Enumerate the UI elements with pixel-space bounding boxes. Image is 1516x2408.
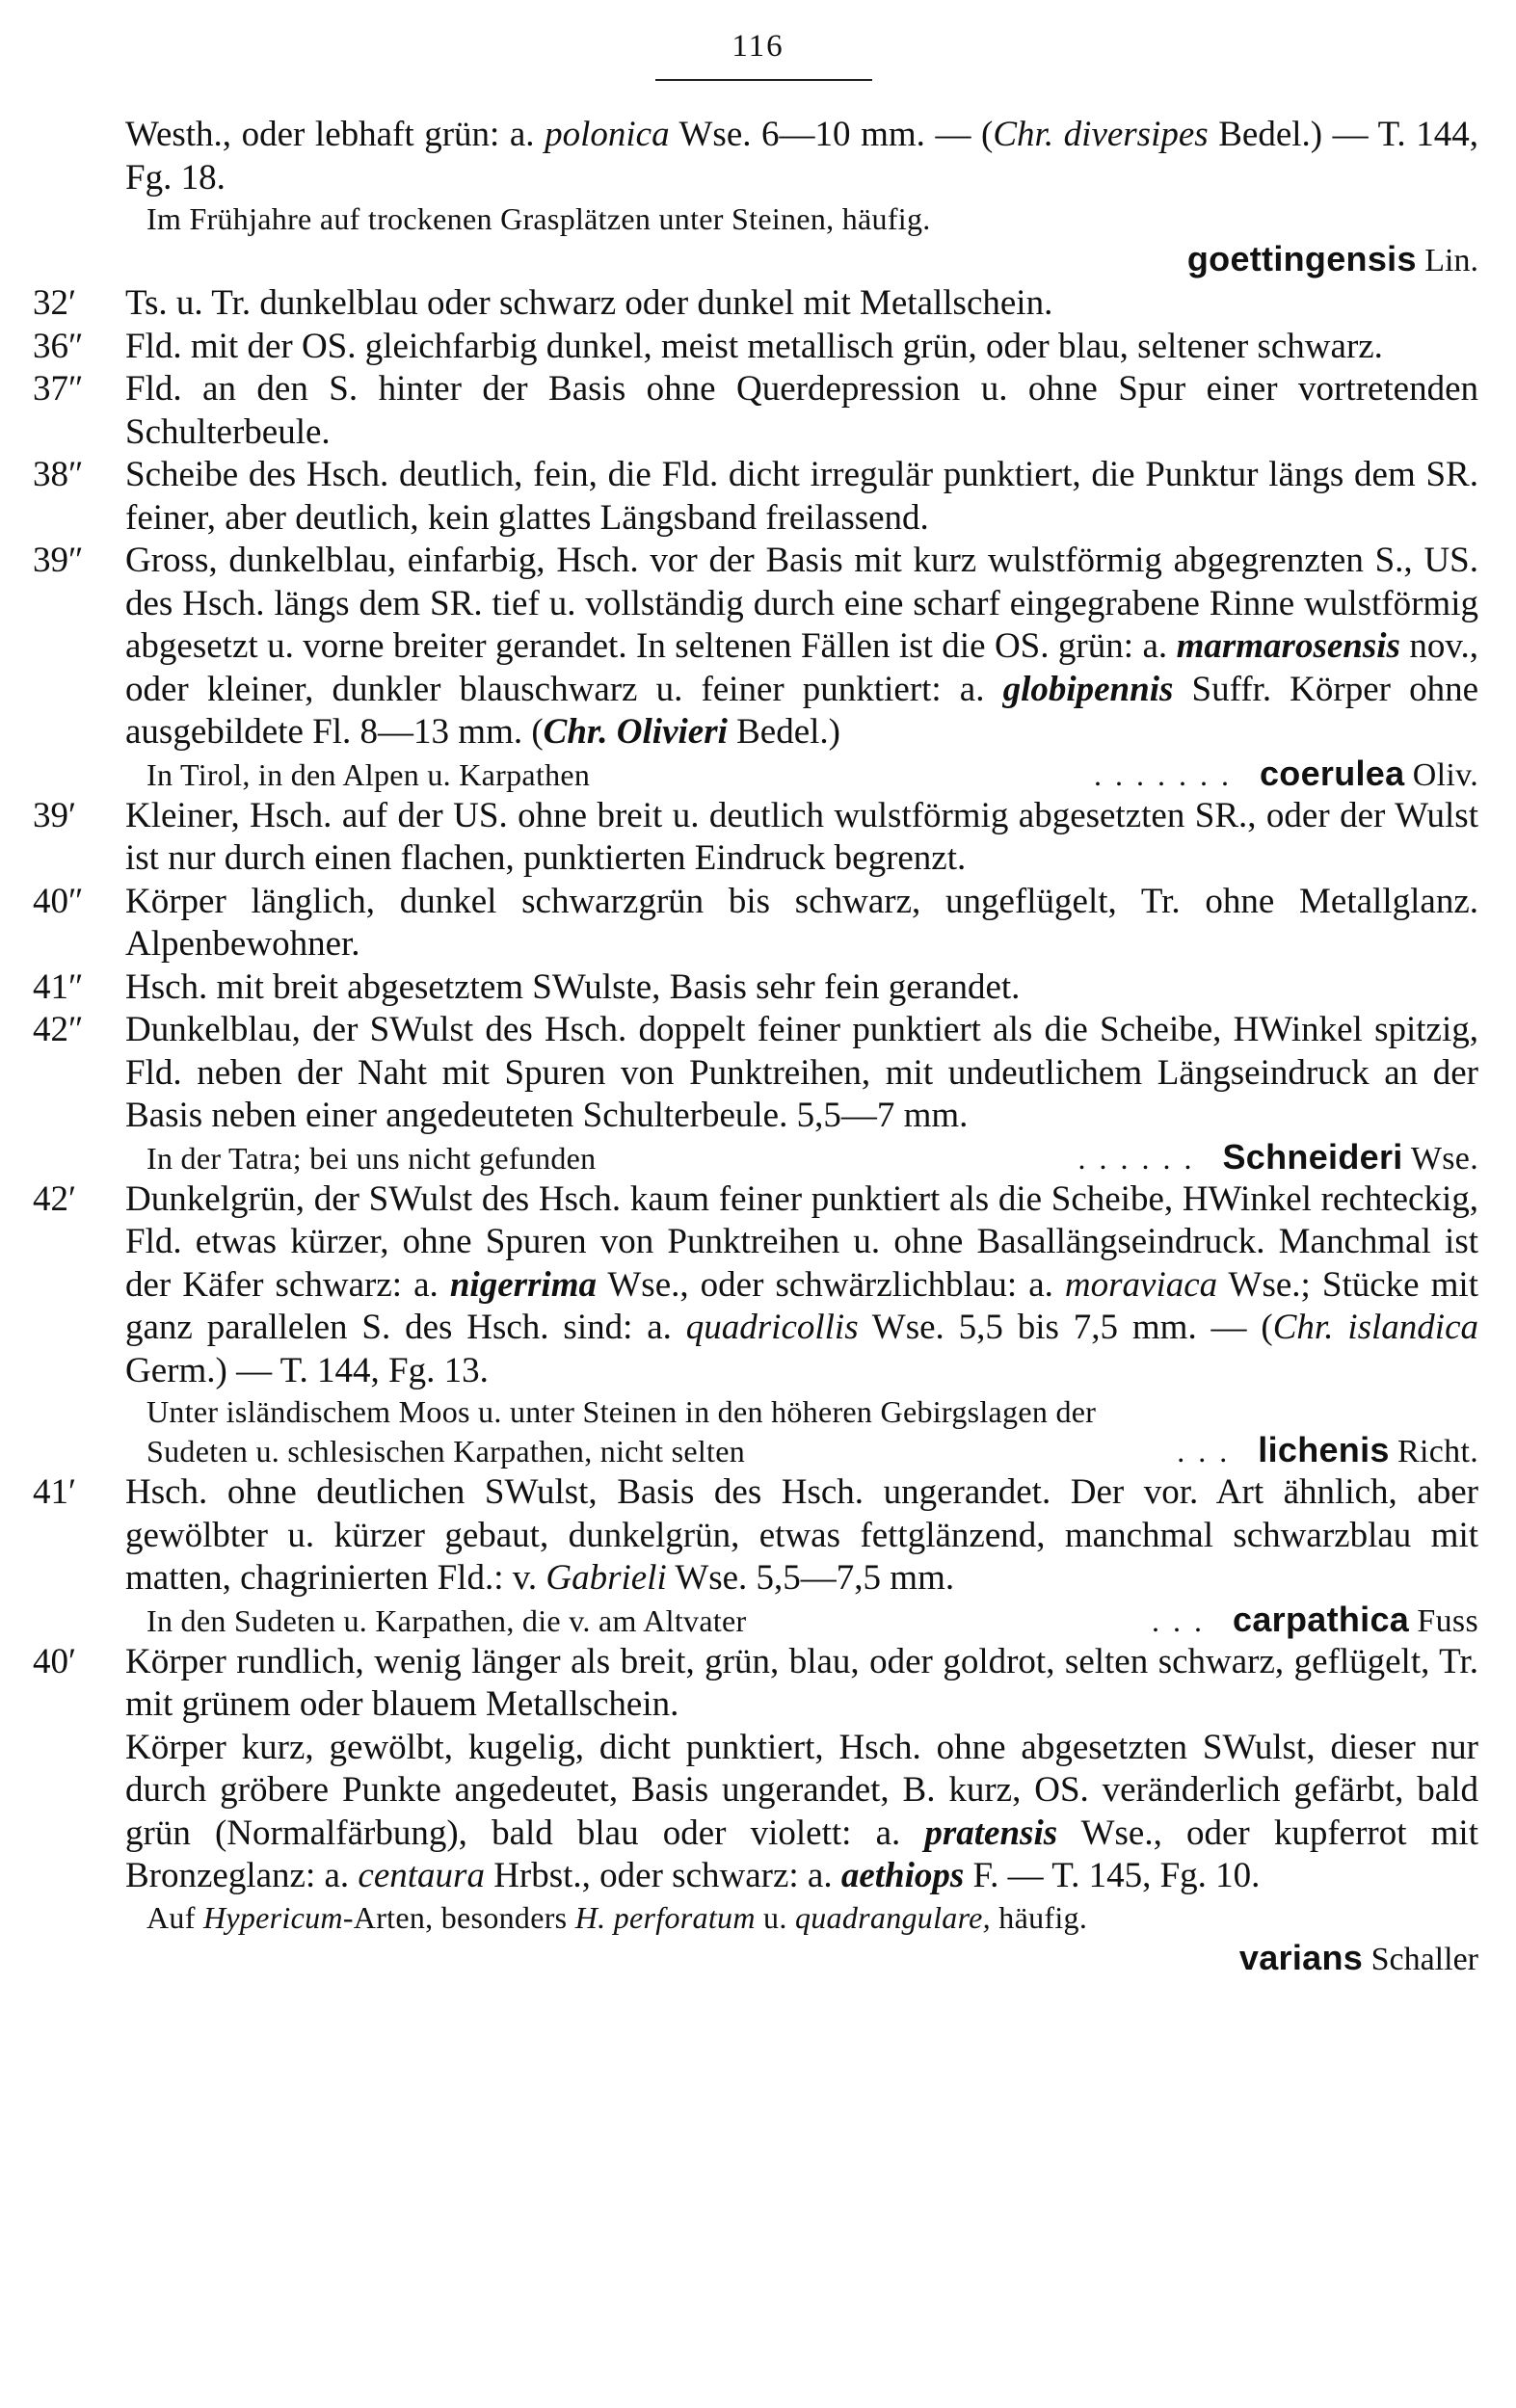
- key-entry: [33, 1641, 1478, 1727]
- key-text: Scheibe des Hsch. deutlich, fein, die Fld. dicht irregulär punktiert, die Punktur längs dem SR. feiner, aber deutlich, kein glattes Längsband freilassend.: [125, 455, 1478, 538]
- species-name: goettingensis: [1186, 239, 1417, 278]
- key-number: 38″: [33, 455, 84, 494]
- key-number: 32′: [33, 283, 77, 323]
- key-number: 40′: [33, 1641, 77, 1681]
- plant-name: H. perforatum: [574, 1899, 756, 1935]
- synonym-name: Chr. islandica: [1272, 1308, 1478, 1347]
- key-text: Fld. mit der OS. gleichfarbig dunkel, meist metallisch grün, oder blau, seltener schwarz.: [125, 326, 1383, 366]
- italic-name: polonica: [545, 115, 670, 154]
- aberration-name: centaura: [358, 1856, 485, 1895]
- key-text: nov., oder kleiner, dunkler blauschwarz u. feiner punktiert: a.: [125, 626, 1478, 709]
- habitat-text: In den Sudeten u. Karpathen, die v. am Altvater: [146, 1602, 747, 1638]
- habitat-note: Im Frühjahre auf trockenen Grasplätzen unter Steinen, häufig.: [146, 201, 931, 236]
- key-text: Kleiner, Hsch. auf der US. ohne breit u. deutlich wulstförmig abgesetzten SR., oder der Wulst ist nur durch einen flachen, punktierten Eindruck begrenzt.: [125, 795, 1478, 878]
- key-text: Bedel.): [727, 712, 840, 752]
- key-text: Germ.) — T. 144, Fg. 13.: [125, 1350, 489, 1390]
- habitat-text: häufig.: [990, 1899, 1088, 1935]
- species-author: Richt.: [1397, 1434, 1478, 1469]
- key-text: Dunkelgrün, der SWulst des Hsch. kaum feiner punktiert als die Scheibe, HWinkel rechteckig, Fld. etwas kürzer, ohne Spuren von Punktreihen u. ohne Basallängseindruck. Manchmal ist der Käfer schwarz: a.: [125, 1178, 1478, 1305]
- key-entry: [33, 881, 1478, 966]
- species-name: coerulea: [1259, 753, 1405, 793]
- habitat-note: Unter isländischem Moos u. unter Steinen in den höheren Gebirgslagen der: [146, 1394, 1097, 1429]
- habitat-text: In Tirol, in den Alpen u. Karpathen: [146, 756, 591, 792]
- species-author: Lin.: [1424, 243, 1478, 278]
- plant-name: quadrangulare,: [794, 1899, 991, 1935]
- key-text: Körper kurz, gewölbt, kugelig, dicht punktiert, Hsch. ohne abgesetzten SWulst, dieser nur durch gröbere Punkte angedeutet, Basis ungerandet, B. kurz, OS. veränderlich gefärbt, bald grün (Normalfärbung), bald blau oder violett: a.: [125, 1727, 1478, 1853]
- key-entry: [33, 1009, 1478, 1138]
- text: Wse. 6—10 mm. — (: [669, 115, 994, 154]
- species-name: lichenis: [1258, 1430, 1390, 1469]
- key-text: Wse., oder schwärzlichblau: a.: [596, 1264, 1065, 1305]
- key-text: Wse.; Stücke mit ganz parallelen S. des Hsch. sind: a.: [125, 1264, 1478, 1347]
- key-number: 40″: [33, 881, 84, 921]
- key-text: Fld. an den S. hinter der Basis ohne Querdepression u. ohne Spur einer vortretenden Schulterbeule.: [125, 369, 1478, 452]
- species-author: Schaller: [1370, 1941, 1478, 1977]
- habitat-text: In der Tatra; bei uns nicht gefunden: [146, 1140, 597, 1176]
- key-number: 39″: [33, 541, 84, 580]
- leader-dots: ......: [1077, 1140, 1206, 1176]
- variety-name: Gabrieli: [545, 1558, 667, 1598]
- italic-name: Chr. diversipes: [993, 115, 1209, 154]
- habitat-note: [33, 754, 1478, 795]
- key-entry: [33, 1471, 1478, 1601]
- key-text: Wse., oder kupferrot mit Bronzeglanz: a.: [125, 1813, 1478, 1895]
- species-line: [33, 238, 1478, 282]
- aberration-name: nigerrima: [449, 1264, 597, 1305]
- key-entry: [33, 1178, 1478, 1393]
- key-text: Wse. 5,5 bis 7,5 mm. — (: [858, 1308, 1273, 1347]
- habitat-note: [33, 1601, 1478, 1641]
- key-text: Körper länglich, dunkel schwarzgrün bis schwarz, ungeflügelt, Tr. ohne Metallglanz. Alpenbewohner.: [125, 881, 1478, 964]
- species-author: Fuss: [1417, 1602, 1478, 1639]
- page-number-rule: [655, 79, 872, 81]
- aberration-name: globipennis: [1002, 669, 1174, 709]
- key-number: 37″: [33, 369, 84, 409]
- species-author: Oliv.: [1412, 756, 1478, 793]
- key-entry: [33, 368, 1478, 454]
- key-text: Hsch. ohne deutlichen SWulst, Basis des Hsch. ungerandet. Der vor. Art ähnlich, aber gewölbter u. kürzer gebaut, dunkelgrün, etwas fettglänzend, manchmal schwarzblau mit matten, chagrinierten Fld.: v.: [125, 1472, 1478, 1598]
- leader-dots: .......: [1093, 756, 1242, 792]
- key-entry: [33, 326, 1478, 369]
- key-text: Hsch. mit breit abgesetztem SWulste, Basis sehr fein gerandet.: [125, 966, 1021, 1007]
- key-text: Suffr. Körper ohne ausgebildete Fl. 8—13 mm. (: [125, 669, 1478, 752]
- aberration-name: quadricollis: [685, 1308, 859, 1347]
- key-entry: [33, 454, 1478, 540]
- aberration-name: moraviaca: [1064, 1264, 1218, 1305]
- species-line: [33, 1937, 1478, 1981]
- species-description: [33, 1727, 1478, 1898]
- key-text: F. — T. 145, Fg. 10.: [964, 1856, 1261, 1895]
- page-body: [33, 114, 1478, 1981]
- page-number: 116: [731, 29, 785, 64]
- aberration-name: pratensis: [924, 1813, 1058, 1853]
- key-text: Körper rundlich, wenig länger als breit, grün, blau, oder goldrot, selten schwarz, geflügelt, Tr. mit grünem oder blauem Metallschein.: [125, 1641, 1478, 1724]
- key-entry: [33, 540, 1478, 754]
- key-text: Dunkelblau, der SWulst des Hsch. doppelt feiner punktiert als die Scheibe, HWinkel spitzig, Fld. neben der Naht mit Spuren von Punktreihen, mit undeutlichem Längseindruck an der Basis neben einer angedeuteten Schulterbeule. 5,5—7 mm.: [125, 1010, 1478, 1135]
- habitat-text: Auf: [146, 1899, 203, 1935]
- habitat-note: [33, 1138, 1478, 1178]
- habitat-text: Sudeten u. schlesischen Karpathen, nicht selten: [146, 1434, 746, 1469]
- key-entry: [33, 966, 1478, 1010]
- species-author: Wse.: [1410, 1140, 1478, 1177]
- aberration-name: marmarosensis: [1176, 626, 1400, 666]
- key-number: 39′: [33, 795, 77, 835]
- key-number: 36″: [33, 326, 84, 366]
- key-text: Hrbst., oder schwarz: a.: [484, 1856, 841, 1895]
- aberration-name: aethiops: [840, 1856, 965, 1895]
- habitat-note: [33, 1898, 1478, 1937]
- key-number: 41′: [33, 1472, 77, 1512]
- plant-name: Hypericum: [202, 1899, 343, 1935]
- leader-dots: ...: [1177, 1434, 1241, 1469]
- habitat-note: [33, 1431, 1478, 1471]
- key-number: 42″: [33, 1010, 84, 1049]
- habitat-text: u.: [755, 1899, 795, 1935]
- entry-continuation: [33, 114, 1478, 199]
- key-number: 41″: [33, 966, 84, 1007]
- leader-dots: ...: [1152, 1602, 1216, 1638]
- key-text: Gross, dunkelblau, einfarbig, Hsch. vor der Basis mit kurz wulstförmig abgegrenzten S., US. des Hsch. längs dem SR. tief u. vollständig durch eine scharf eingegrabene Rinne wulstförmig abgesetzt u. vorne breiter gerandet. In seltenen Fällen ist die OS. grün: a.: [125, 541, 1478, 666]
- key-entry: [33, 795, 1478, 881]
- text: Westh., oder lebhaft grün: a.: [125, 115, 545, 154]
- species-name: Schneideri: [1222, 1136, 1403, 1177]
- habitat-text: -Arten, besonders: [342, 1899, 575, 1935]
- key-number: 42′: [33, 1178, 77, 1219]
- species-name: varians: [1238, 1937, 1364, 1977]
- text: Bedel.) — T. 144, Fg. 18.: [125, 115, 1478, 198]
- species-name: carpathica: [1233, 1599, 1410, 1639]
- key-text: Wse. 5,5—7,5 mm.: [666, 1558, 955, 1598]
- key-text: Ts. u. Tr. dunkelblau oder schwarz oder dunkel mit Metallschein.: [125, 283, 1053, 323]
- key-entry: [33, 282, 1478, 326]
- synonym-name: Chr. Olivieri: [543, 712, 728, 752]
